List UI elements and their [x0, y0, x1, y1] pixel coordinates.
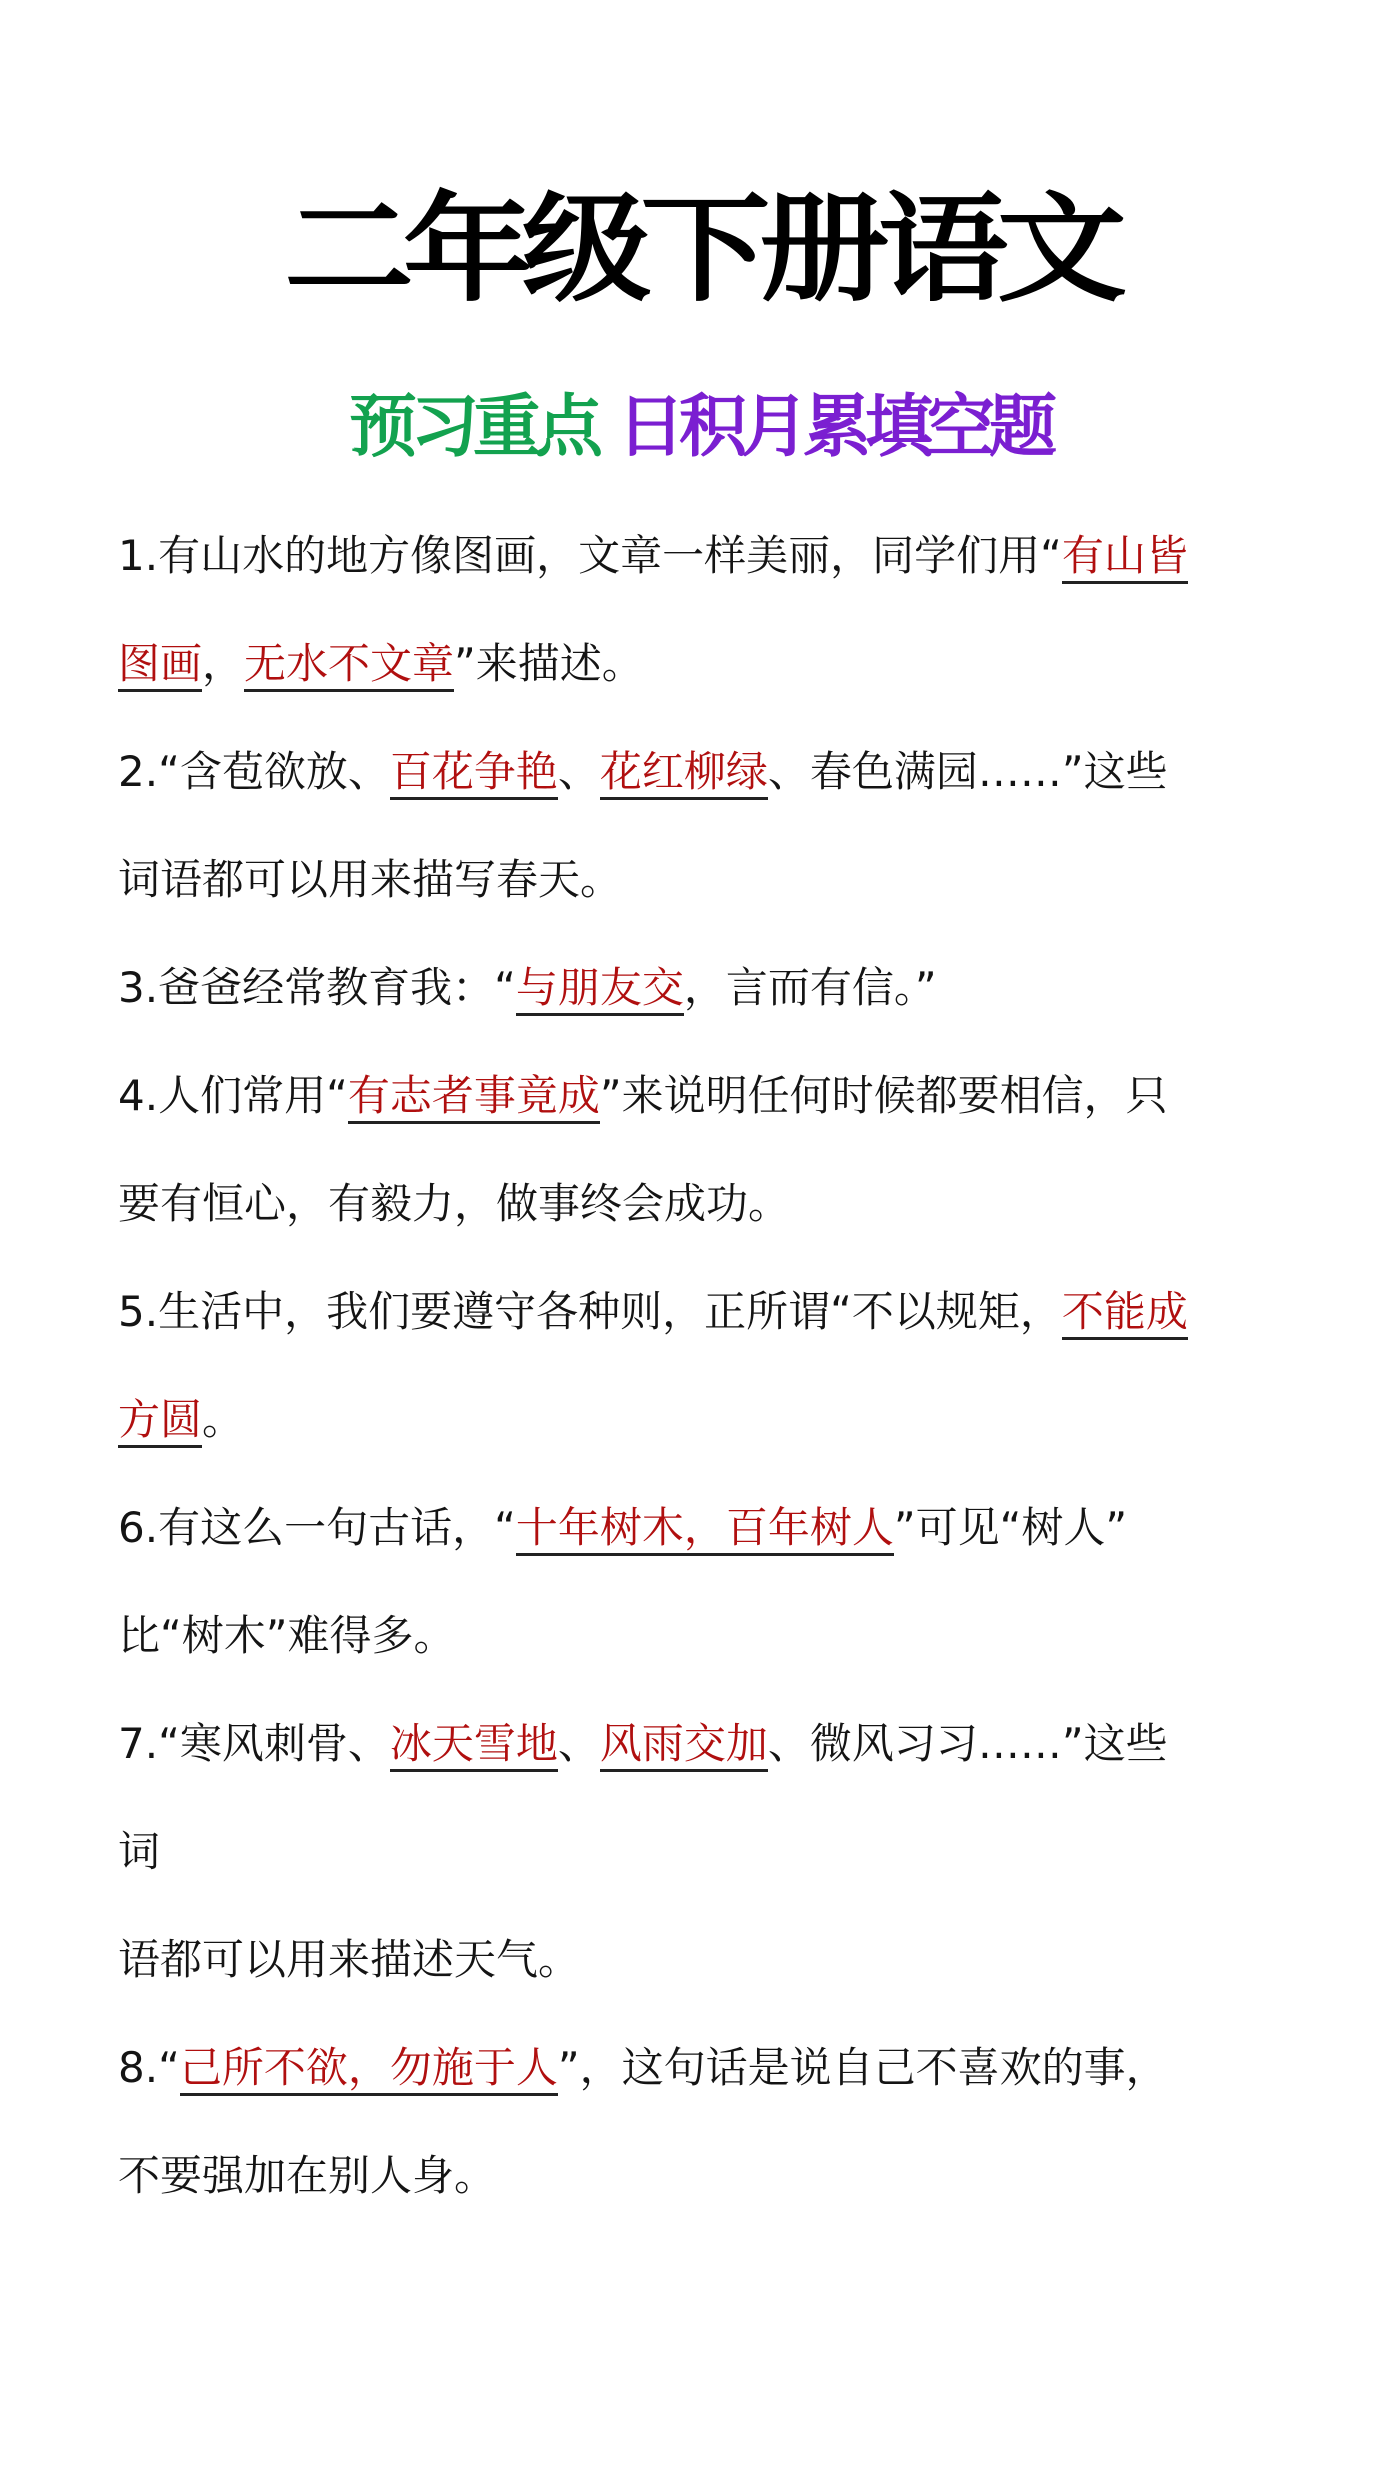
- item-5-text: 5.生活中，我们要遵守各种则，正所谓“不以规矩，: [118, 1287, 1062, 1336]
- item-4-answer: 有志者事竟成: [348, 1071, 600, 1124]
- item-8-line-1: [118, 2028, 1298, 2136]
- item-5-text: 。: [202, 1395, 245, 1444]
- item-3-answer: 与朋友交: [516, 963, 684, 1016]
- item-5-line-2: [118, 1380, 1298, 1488]
- item-6-line-2: [118, 1596, 1298, 1704]
- item-4-text: ”来说明任何时候都要相信，只: [599, 1071, 1168, 1120]
- item-1-text: ”来描述。: [454, 639, 644, 688]
- item-6-text: 比“树木”难得多。: [118, 1611, 456, 1660]
- item-3-text: 3.爸爸经常教育我：“: [118, 963, 516, 1012]
- subtitle-topic: 日积月累填空题: [617, 388, 1052, 467]
- item-8-answer: 己所不欲，勿施于人: [180, 2043, 558, 2096]
- item-6-line-1: [118, 1488, 1298, 1596]
- item-6-answer: 十年树木，百年树人: [516, 1503, 894, 1556]
- item-7-line-2: [118, 1812, 1298, 1920]
- item-2-line-2: [118, 840, 1298, 948]
- item-6-text: 6.有这么一句古话，“: [118, 1503, 516, 1552]
- item-1-text: 1.有山水的地方像图画，文章一样美丽，同学们用“: [118, 531, 1062, 580]
- item-7-text: 语都可以用来描述天气。: [118, 1935, 581, 1984]
- item-6-text: ”可见“树人”: [893, 1503, 1128, 1552]
- item-2-answer: 花红柳绿: [600, 747, 768, 800]
- item-3-line-1: [118, 948, 1298, 1056]
- item-7-text: 词: [118, 1827, 161, 1876]
- item-4-text: 4.人们常用“: [118, 1071, 348, 1120]
- item-2-line-1: [118, 732, 1298, 840]
- exercise-list: [118, 516, 1298, 2244]
- item-1-line-2: [118, 624, 1298, 732]
- item-1-answer: 图画: [118, 639, 202, 692]
- item-5-line-1: [118, 1272, 1298, 1380]
- item-8-text: 不要强加在别人身。: [118, 2151, 497, 2200]
- item-2-text: 、: [557, 747, 600, 796]
- item-5-answer: 方圆: [118, 1395, 202, 1448]
- item-7-line-3: [118, 1920, 1298, 2028]
- page-title: 二年级下册语文: [284, 180, 1116, 318]
- item-2-answer: 百花争艳: [390, 747, 558, 800]
- item-8-text: 8.“: [118, 2043, 180, 2092]
- item-4-line-2: [118, 1164, 1298, 1272]
- item-7-text: 、: [557, 1719, 600, 1768]
- item-4-text: 要有恒心，有毅力，做事终会成功。: [118, 1179, 791, 1228]
- item-2-text: 词语都可以用来描写春天。: [118, 855, 623, 904]
- item-7-answer: 风雨交加: [600, 1719, 768, 1772]
- subtitle-focus: 预习重点: [348, 388, 597, 467]
- item-7-line-1: [118, 1704, 1298, 1812]
- item-7-text: 7.“寒风刺骨、: [118, 1719, 390, 1768]
- item-3-text: ，言而有信。”: [683, 963, 937, 1012]
- item-4-line-1: [118, 1056, 1298, 1164]
- item-1-line-1: [118, 516, 1298, 624]
- item-7-text: 、微风习习……”这些: [767, 1719, 1168, 1768]
- item-1-answer: 有山皆: [1062, 531, 1188, 584]
- item-8-line-2: [118, 2136, 1298, 2244]
- item-2-text: 、春色满园……”这些: [767, 747, 1168, 796]
- item-1-answer: 无水不文章: [244, 639, 454, 692]
- item-7-answer: 冰天雪地: [390, 1719, 558, 1772]
- item-1-text: ，: [202, 639, 245, 688]
- item-8-text: ”，这句话是说自己不喜欢的事，: [557, 2043, 1168, 2092]
- item-5-answer: 不能成: [1062, 1287, 1188, 1340]
- item-2-text: 2.“含苞欲放、: [118, 747, 390, 796]
- page-subtitle: [0, 388, 1400, 467]
